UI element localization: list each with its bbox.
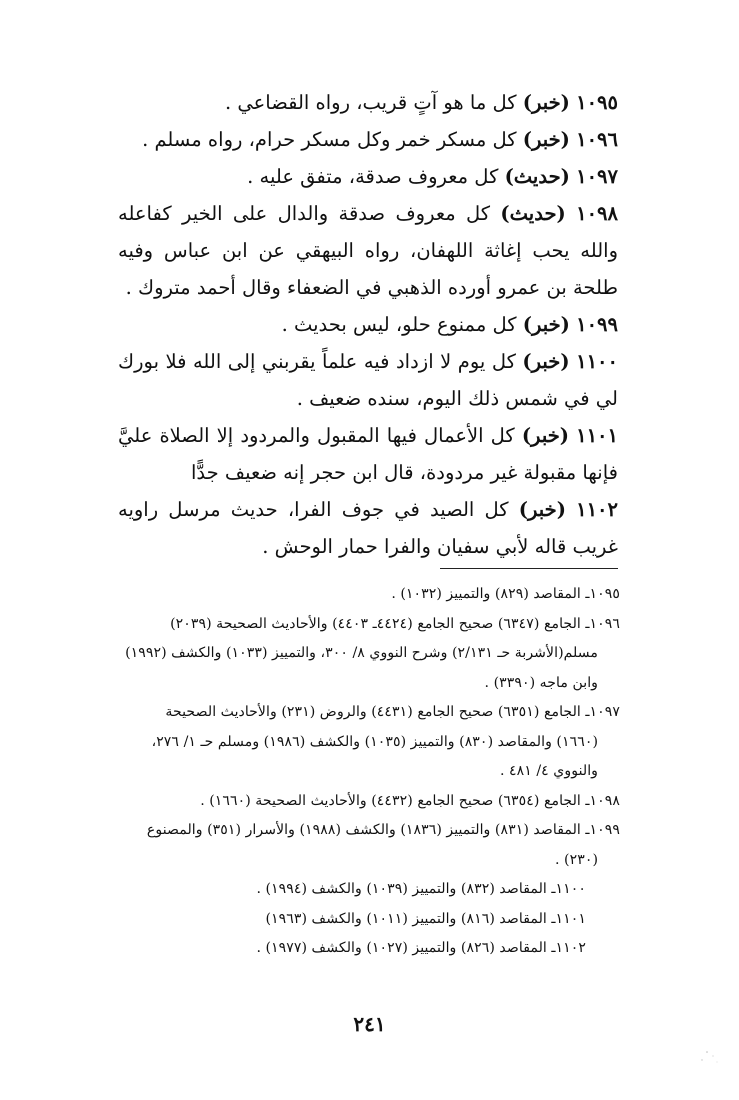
footnote-continuation: مسلم(الأشربة حـ ٢/١٣١) وشرح النووي ٨/ ٣٠٠، والتمييز (١٠٣٣) والكشف (١٩٩٢) وابن ماجه (٣٣٩٠) .	[125, 645, 598, 691]
entry-tag: (خبر)	[522, 91, 570, 114]
scan-noise	[667, 990, 727, 1070]
footnote-1102	[115, 934, 620, 964]
footnote-first-line: ١١٠١ـ المقاصد (٨١٦) والتمييز (١٠١١) والكشف (١٩٦٣)	[265, 910, 586, 927]
entry-text: كل الأعمال فيها المقبول والمردود إلا الصلاة عليَّ فإنها مقبولة غير مردودة، قال ابن حجر إنه ضعيف جدًّا	[118, 424, 618, 484]
footnote-first-line: ١١٠٠ـ المقاصد (٨٣٢) والتمييز (١٠٣٩) والكشف (١٩٩٤) .	[256, 881, 586, 897]
entry-tag: (خبر)	[518, 498, 566, 521]
entry-number: ١١٠٠	[576, 350, 618, 373]
entry-number: ١١٠١	[576, 424, 618, 447]
footnote-1097	[115, 698, 620, 787]
entry-text: كل معروف صدقة والدال على الخير كفاعله والله يحب إغاثة اللهفان، رواه البيهقي عن ابن عباس وفيه طلحة بن عمرو أورده الذهبي في الضعفاء وقال أحمد متروك .	[118, 202, 618, 299]
entry-tag: (خبر)	[521, 424, 569, 447]
main-text	[118, 84, 618, 565]
footnote-first-line: ١٠٩٧ـ الجامع (٦٣٥١) صحيح الجامع (٤٤٣١) والروض (٢٣١) والأحاديث الصحيحة	[165, 704, 620, 720]
footnote-continuation: (٢٣٠) .	[555, 851, 598, 868]
entry-1095	[118, 84, 618, 121]
entry-number: ١٠٩٩	[576, 313, 618, 336]
entry-text: كل ما هو آتٍ قريب، رواه القضاعي .	[224, 91, 523, 114]
footnote-1096	[115, 610, 620, 699]
entry-number: ١٠٩٥	[576, 91, 618, 114]
footnote-1100	[115, 875, 620, 905]
footnote-1101	[115, 905, 620, 935]
entry-text: كل معروف صدقة، متفق عليه .	[247, 165, 505, 188]
footnote-continuation: (١٦٦٠) والمقاصد (٨٣٠) والتمييز (١٠٣٥) والكشف (١٩٨٦) ومسلم حـ ١/ ٢٧٦، والنووي ٤/ ٤٨١ .	[151, 733, 598, 779]
entry-tag: (حديث)	[504, 165, 570, 188]
footnote-1098	[115, 787, 620, 817]
entry-tag: (حديث)	[500, 202, 566, 225]
footnote-divider	[440, 568, 618, 569]
entry-1101	[118, 417, 618, 491]
footnotes	[115, 580, 620, 964]
entry-tag: (خبر)	[522, 313, 570, 336]
footnote-first-line: ١٠٩٥ـ المقاصد (٨٢٩) والتمييز (١٠٣٢) .	[391, 586, 620, 602]
footnote-1099	[115, 816, 620, 875]
entry-tag: (خبر)	[522, 350, 570, 373]
entry-text: كل الصيد في جوف الفرا، حديث مرسل راويه غريب قاله لأبي سفيان والفرا حمار الوحش .	[118, 498, 618, 558]
entry-number: ١٠٩٦	[576, 128, 618, 151]
entry-1096	[118, 121, 618, 158]
footnote-first-line: ١٠٩٨ـ الجامع (٦٣٥٤) صحيح الجامع (٤٤٣٢) والأحاديث الصحيحة (١٦٦٠) .	[200, 792, 620, 809]
entry-1102	[118, 491, 618, 565]
entry-1097	[118, 158, 618, 195]
entry-number: ١١٠٢	[576, 498, 619, 521]
entry-1100	[118, 343, 618, 417]
footnote-first-line: ١١٠٢ـ المقاصد (٨٢٦) والتمييز (١٠٢٧) والكشف (١٩٧٧) .	[256, 940, 586, 956]
page-number: ٢٤١	[353, 1012, 386, 1036]
entry-text: كل يوم لا ازداد فيه علماً يقربني إلى الله فلا بورك لي في شمس ذلك اليوم، سنده ضعيف .	[118, 350, 618, 410]
entry-number: ١٠٩٨	[576, 202, 618, 225]
entry-tag: (خبر)	[522, 128, 570, 151]
footnote-first-line: ١٠٩٩ـ المقاصد (٨٣١) والتمييز (١٨٣٦) والكشف (١٩٨٨) والأسرار (٣٥١) والمصنوع	[146, 822, 620, 838]
entry-text: كل مسكر خمر وكل مسكر حرام، رواه مسلم .	[142, 128, 523, 151]
entry-1099	[118, 306, 618, 343]
footnote-first-line: ١٠٩٦ـ الجامع (٦٣٤٧) صحيح الجامع (٤٤٢٤ـ ٤٤٠٣) والأحاديث الصحيحة (٢٠٣٩)	[170, 615, 620, 632]
footnote-1095	[115, 580, 620, 610]
entry-text: كل ممنوع حلو، ليس بحديث .	[281, 313, 523, 336]
entry-1098	[118, 195, 618, 306]
entry-number: ١٠٩٧	[576, 165, 618, 188]
